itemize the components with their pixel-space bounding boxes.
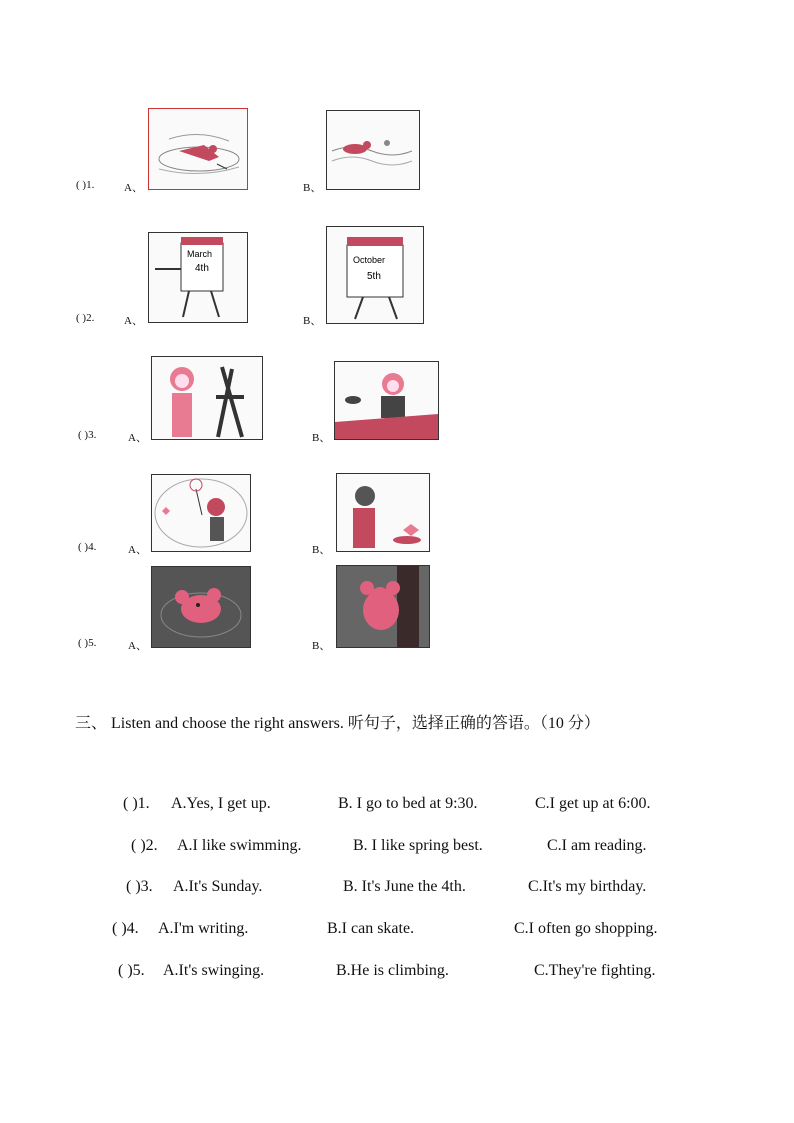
girl-cooking-icon — [334, 361, 439, 440]
answer-option-c: C.I get up at 6:00. — [535, 795, 651, 812]
calendar-date-text: 5th — [367, 271, 381, 282]
answer-option-b: B.He is climbing. — [336, 962, 449, 979]
answer-option-a: A.It's Sunday. — [173, 878, 263, 895]
boy-watching-butterfly-icon — [336, 473, 430, 552]
option-a-label: A、 — [124, 182, 143, 194]
answer-option-a: A.Yes, I get up. — [171, 795, 271, 812]
option-b-label: B、 — [303, 315, 322, 327]
calendar-month-text: March — [187, 249, 213, 259]
answer-option-a: A.I like swimming. — [177, 837, 302, 854]
answer-option-c: C.They're fighting. — [534, 962, 656, 979]
section-title: 三、 Listen and choose the right answers. 听句子，选择正确的答语。（10 分） — [75, 715, 600, 732]
answer-question-number: ( )2. — [131, 837, 158, 854]
question-number: ( )1. — [76, 179, 95, 191]
option-a-label: A、 — [128, 544, 147, 556]
answer-option-a: A.It's swinging. — [163, 962, 265, 979]
calendar-march-icon — [148, 232, 248, 323]
calendar-date-text: 4th — [195, 263, 209, 274]
calendar-october-icon — [326, 226, 424, 324]
option-a-label: A、 — [124, 315, 143, 327]
answer-option-b: B. I go to bed at 9:30. — [338, 795, 478, 812]
koala-swimming-icon — [151, 566, 251, 648]
answer-question-number: ( )4. — [112, 920, 139, 937]
answer-option-b: B. I like spring best. — [353, 837, 483, 854]
girl-painting-icon — [151, 356, 263, 440]
option-b-label: B、 — [312, 544, 331, 556]
answer-option-b: B. It's June the 4th. — [343, 878, 466, 895]
skating-scene-icon — [148, 108, 248, 190]
option-b-label: B、 — [312, 640, 331, 652]
answer-option-a: A.I'm writing. — [158, 920, 249, 937]
question-number: ( )2. — [76, 312, 95, 324]
answer-option-c: C.I often go shopping. — [514, 920, 658, 937]
boy-catching-butterflies-icon — [151, 474, 251, 552]
option-a-label: A、 — [128, 640, 147, 652]
answer-option-b: B.I can skate. — [327, 920, 415, 937]
koala-climbing-icon — [336, 565, 430, 648]
option-b-label: B、 — [312, 432, 331, 444]
answer-question-number: ( )1. — [123, 795, 150, 812]
swimming-scene-icon — [326, 110, 420, 190]
answer-option-c: C.It's my birthday. — [528, 878, 647, 895]
question-number: ( )3. — [78, 429, 97, 441]
option-b-label: B、 — [303, 182, 322, 194]
answer-option-c: C.I am reading. — [547, 837, 647, 854]
calendar-month-text: October — [353, 255, 386, 265]
answer-question-number: ( )3. — [126, 878, 153, 895]
option-a-label: A、 — [128, 432, 147, 444]
answer-question-number: ( )5. — [118, 962, 145, 979]
question-number: ( )4. — [78, 541, 97, 553]
question-number: ( )5. — [78, 637, 97, 649]
